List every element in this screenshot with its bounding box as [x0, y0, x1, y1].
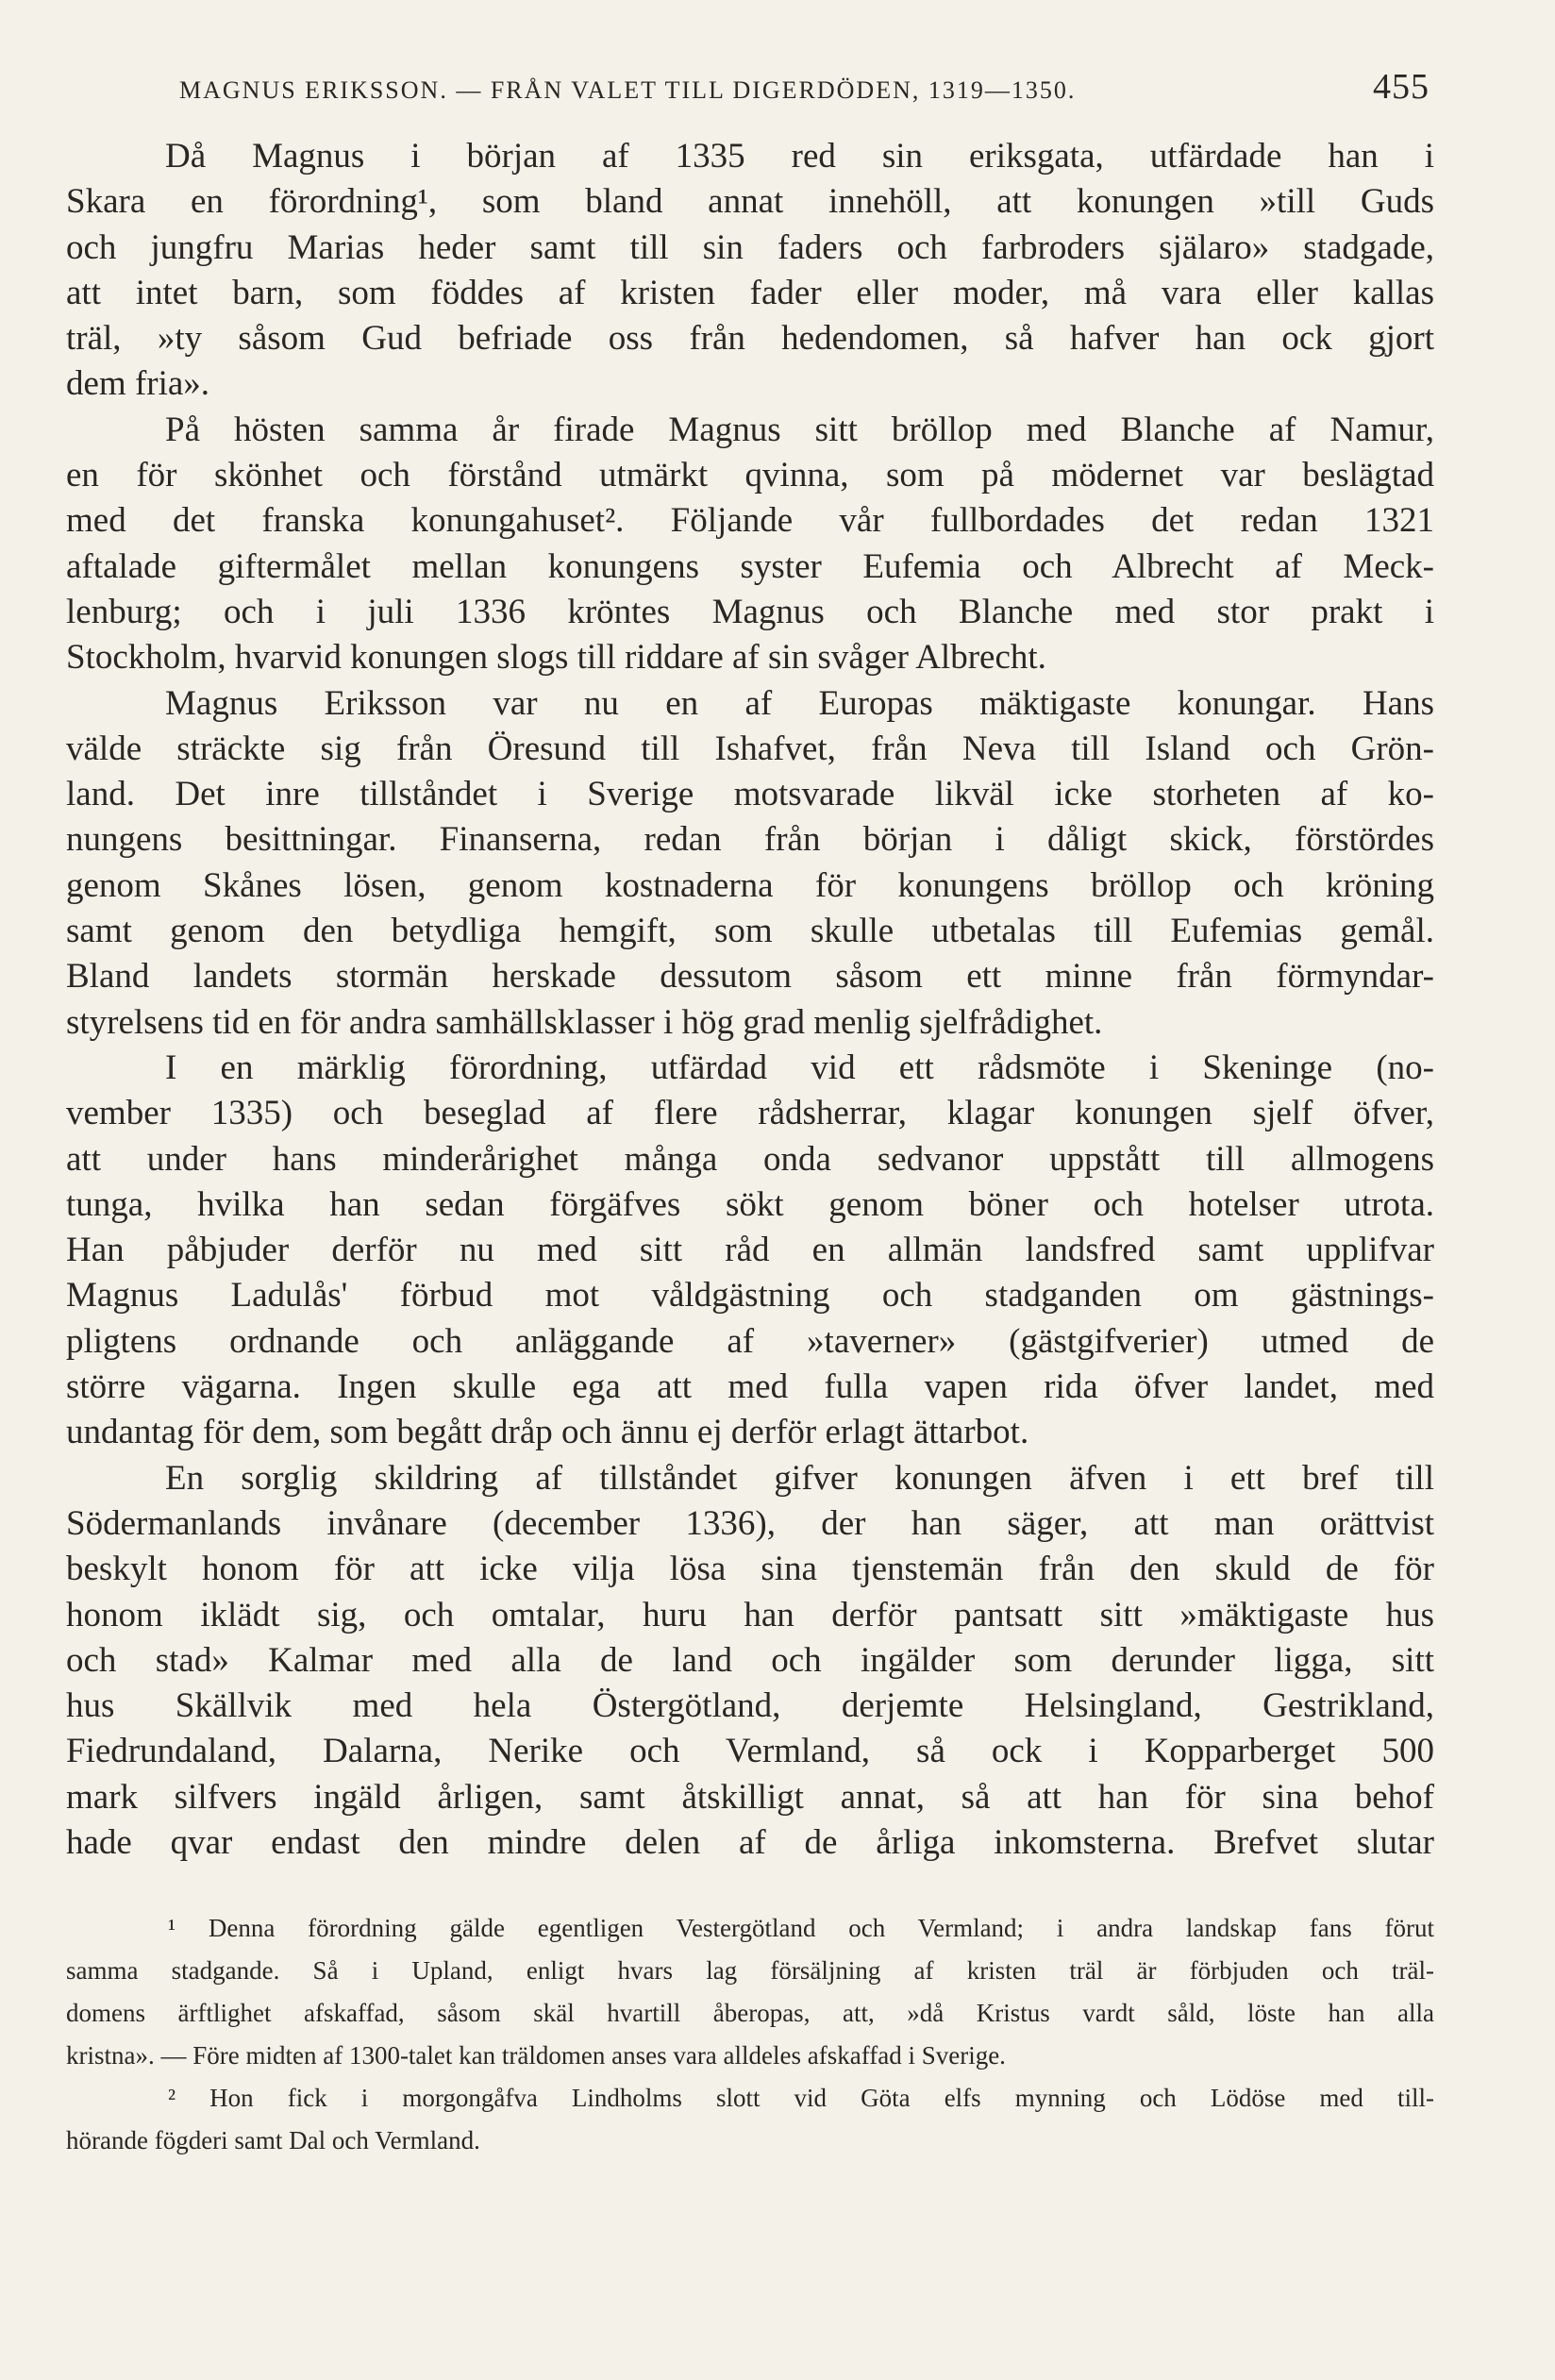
text-line: På hösten samma år firade Magnus sitt bröllop med Blanche af Namur, [165, 410, 1434, 449]
text-line: dem fria». [66, 364, 210, 404]
text-line: Stockholm, hvarvid konungen slogs till riddare af sin svåger Albrecht. [66, 638, 1046, 678]
text-line: beskylt honom för att icke vilja lösa sina tjenstemän från den skuld de för [66, 1550, 1434, 1589]
text-line: I en märklig förordning, utfärdad vid ett rådsmöte i Skeninge (no- [165, 1048, 1434, 1087]
text-line: aftalade giftermålet mellan konungens syster Eufemia och Albrecht af Meck- [66, 546, 1434, 586]
text-line: att under hans minderårighet många onda sedvanor uppstått till allmogens [66, 1139, 1434, 1179]
text-line: Södermanlands invånare (december 1336), der han säger, att man orättvist [66, 1503, 1434, 1543]
footnote-line: hörande fögderi samt Dal och Vermland. [66, 2126, 480, 2155]
text-line: tunga, hvilka han sedan förgäfves sökt genom böner och hotelser utrota. [66, 1184, 1434, 1224]
text-line: Skara en förordning¹, som bland annat innehöll, att konungen »till Guds [66, 182, 1434, 222]
text-line: Fiedrundaland, Dalarna, Nerike och Vermland, så ock i Kopparberget 500 [66, 1732, 1434, 1771]
footnote-line: domens ärftlighet afskaffad, såsom skäl hvartill åberopas, att, »då Kristus vardt såld, löste han alla [66, 1999, 1434, 2028]
text-line: En sorglig skildring af tillståndet gifver konungen äfven i ett bref till [165, 1458, 1434, 1498]
text-line: Han påbjuder derför nu med sitt råd en allmän landsfred samt upplifvar [66, 1231, 1434, 1270]
text-line: Magnus Eriksson var nu en af Europas mäktigaste konungar. Hans [165, 683, 1434, 723]
text-line: samt genom den betydliga hemgift, som skulle utbetalas till Eufemias gemål. [66, 912, 1434, 951]
text-line: undantag för dem, som begått dråp och ännu ej derför erlagt ättarbot. [66, 1413, 1029, 1452]
text-line: styrelsens tid en för andra samhällsklasser i hög grad menlig sjelfrådighet. [66, 1002, 1103, 1042]
running-head [179, 66, 1430, 123]
footnote-line: ¹ Denna förordning gälde egentligen Vestergötland och Vermland; i andra landskap fans förut [168, 1914, 1434, 1943]
text-line: nungens besittningar. Finanserna, redan från början i dåligt skick, förstördes [66, 820, 1434, 860]
text-line: större vägarna. Ingen skulle ega att med fulla vapen rida öfver landet, med [66, 1367, 1434, 1407]
footnote-line: samma stadgande. Så i Upland, enligt hvars lag försäljning af kristen träl är förbjuden och träl- [66, 1956, 1434, 1986]
text-line: att intet barn, som föddes af kristen fader eller moder, må vara eller kallas [66, 273, 1434, 312]
text-line: välde sträckte sig från Öresund till Ishafvet, från Neva till Island och Grön- [66, 729, 1434, 768]
footnote-gap [66, 1866, 1434, 1907]
text-line: Bland landets stormän herskade dessutom såsom ett minne från förmyndar- [66, 957, 1434, 997]
text-line: pligtens ordnande och anläggande af »taverner» (gästgifverier) utmed de [66, 1321, 1434, 1361]
book-page [66, 57, 1434, 2340]
text-line: Magnus Ladulås' förbud mot våldgästning och stadganden om gästnings- [66, 1276, 1434, 1316]
text-line: Då Magnus i början af 1335 red sin eriksgata, utfärdade han i [165, 137, 1434, 176]
running-title: MAGNUS ERIKSSON. — FRÅN VALET TILL DIGERDÖDEN, 1319—1350. [179, 76, 1077, 104]
text-line: och stad» Kalmar med alla de land och ingälder som derunder ligga, sitt [66, 1640, 1434, 1680]
text-line: vember 1335) och beseglad af flere rådsherrar, klagar konungen sjelf öfver, [66, 1094, 1434, 1133]
text-line: land. Det inre tillståndet i Sverige motsvarade likväl icke storheten af ko- [66, 775, 1434, 814]
text-line: hade qvar endast den mindre delen af de årliga inkomsterna. Brefvet slutar [66, 1822, 1434, 1862]
body-lines [66, 134, 1434, 1866]
text-line: honom iklädt sig, och omtalar, huru han derför pantsatt sitt »mäktigaste hus [66, 1595, 1434, 1634]
text-line: med det franska konungahuset². Följande vår fullbordades det redan 1321 [66, 501, 1434, 541]
footnote-line: ² Hon fick i morgongåfva Lindholms slott vid Göta elfs mynning och Lödöse med till- [168, 2084, 1434, 2113]
page-number: 455 [1373, 67, 1430, 107]
text-line: hus Skällvik med hela Östergötland, derjemte Helsingland, Gestrikland, [66, 1686, 1434, 1726]
text-line: träl, »ty såsom Gud befriade oss från hedendomen, så hafver han ock gjort [66, 319, 1434, 359]
text-line: genom Skånes lösen, genom kostnaderna för konungens bröllop och kröning [66, 865, 1434, 905]
text-line: mark silfvers ingäld årligen, samt åtskilligt annat, så att han för sina behof [66, 1777, 1434, 1817]
text-line: en för skönhet och förstånd utmärkt qvinna, som på mödernet var beslägtad [66, 456, 1434, 495]
text-line: lenburg; och i juli 1336 kröntes Magnus och Blanche med stor prakt i [66, 592, 1434, 631]
text-line: och jungfru Marias heder samt till sin faders och farbroders själaro» stadgade, [66, 227, 1434, 267]
footnotes [66, 1907, 1434, 2162]
body-text [66, 134, 1434, 2162]
footnote-line: kristna». — Före midten af 1300-talet kan träldomen anses vara alldeles afskaffad i Sverige. [66, 2041, 1006, 2070]
